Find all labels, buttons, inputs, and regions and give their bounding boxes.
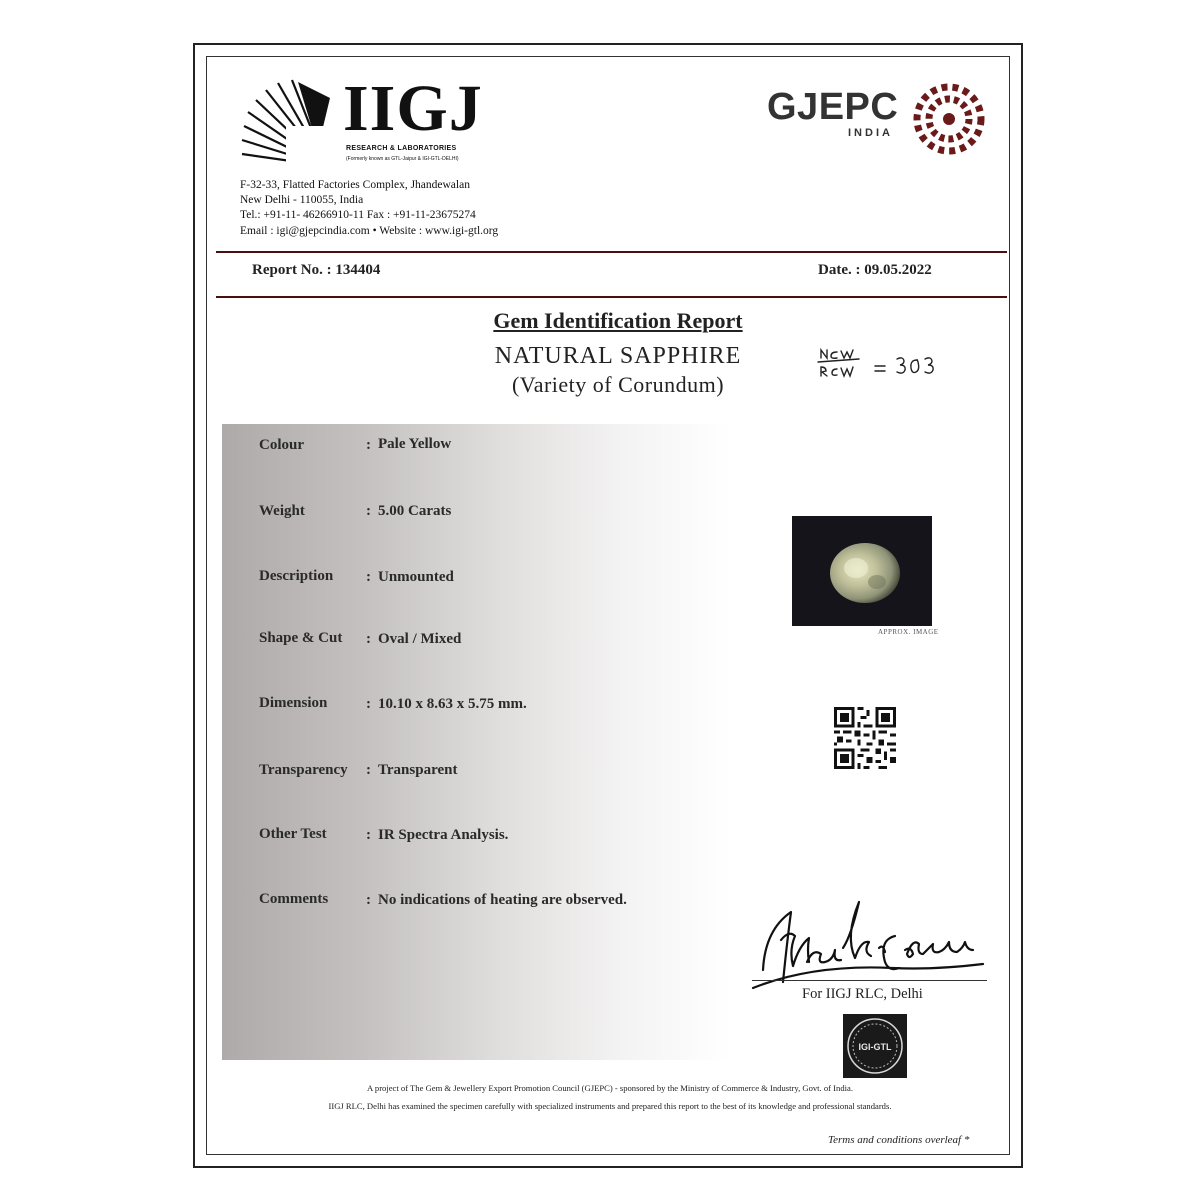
- detail-colon: :: [366, 631, 371, 647]
- detail-colon: :: [366, 569, 371, 585]
- detail-colon: :: [366, 503, 371, 519]
- stone-name: NATURAL SAPPHIRE: [494, 343, 742, 369]
- gem-photo: [792, 516, 932, 626]
- detail-value: Pale Yellow: [378, 436, 452, 452]
- detail-label: Weight: [259, 503, 305, 519]
- detail-colon: :: [366, 892, 371, 908]
- iigj-formerly: (Formerly known as GTL-Jaipur & IGI-GTL-DELHI): [346, 156, 459, 162]
- gem-stone-icon: [792, 516, 932, 626]
- footer-project-line: A project of The Gem & Jewellery Export Promotion Council (GJEPC) - sponsored by the Ministry of Commerce & Industry, Govt. of India.: [367, 1083, 853, 1093]
- detail-colon: :: [366, 437, 371, 453]
- gjepc-brand: GJEPC: [767, 86, 899, 128]
- signature: [745, 900, 1005, 1000]
- detail-colon: :: [366, 762, 371, 778]
- igi-gtl-seal: [843, 1014, 907, 1078]
- detail-label: Dimension: [259, 695, 328, 711]
- detail-value: 5.00 Carats: [378, 503, 452, 519]
- terms-overleaf: Terms and conditions overleaf *: [828, 1134, 970, 1146]
- detail-label: Transparency: [259, 762, 348, 778]
- detail-label: Description: [259, 568, 334, 584]
- handwritten-note: [815, 336, 945, 382]
- detail-value: Transparent: [378, 762, 458, 778]
- detail-value: 10.10 x 8.63 x 5.75 mm.: [378, 696, 527, 712]
- iigj-brand: IIGJ: [343, 72, 483, 145]
- detail-label: Shape & Cut: [259, 630, 343, 646]
- address-line-1: F-32-33, Flatted Factories Complex, Jhandewalan: [240, 179, 470, 191]
- report-number: Report No. : 134404: [252, 262, 381, 278]
- address-line-3: Tel.: +91-11- 46266910-11 Fax : +91-11-23675274: [240, 209, 476, 221]
- header-rule-top: [216, 251, 1007, 253]
- detail-label: Other Test: [259, 826, 327, 842]
- detail-value: IR Spectra Analysis.: [378, 827, 509, 843]
- address-line-2: New Delhi - 110055, India: [240, 194, 364, 206]
- header-rule-bottom: [216, 296, 1007, 298]
- signature-line: [752, 980, 987, 981]
- address-line-4: Email : igi@gjepcindia.com • Website : www.igi-gtl.org: [240, 225, 499, 237]
- detail-value: Oval / Mixed: [378, 631, 462, 647]
- detail-colon: :: [366, 827, 371, 843]
- gem-photo-caption: APPROX. IMAGE: [878, 628, 939, 636]
- detail-value: No indications of heating are observed.: [378, 892, 627, 908]
- iigj-tagline: RESEARCH & LABORATORIES: [346, 145, 457, 152]
- gjepc-country: INDIA: [848, 127, 893, 139]
- signatory: For IIGJ RLC, Delhi: [802, 986, 923, 1002]
- iigj-sunburst-logo: [238, 78, 330, 170]
- report-title: Gem Identification Report: [493, 308, 743, 333]
- footer-disclaimer-line: IIGJ RLC, Delhi has examined the specimen carefully with specialized instruments and prepared this report to the best of its knowledge and professional standards.: [328, 1101, 892, 1111]
- detail-value: Unmounted: [378, 569, 454, 585]
- detail-colon: :: [366, 696, 371, 712]
- qr-code: [833, 707, 897, 769]
- gjepc-emblem-icon: [912, 82, 986, 156]
- report-date: Date. : 09.05.2022: [818, 262, 932, 278]
- detail-label: Colour: [259, 437, 304, 453]
- detail-label: Comments: [259, 891, 329, 907]
- seal-text: IGI-GTL: [858, 1042, 892, 1052]
- stone-variety: (Variety of Corundum): [511, 372, 725, 397]
